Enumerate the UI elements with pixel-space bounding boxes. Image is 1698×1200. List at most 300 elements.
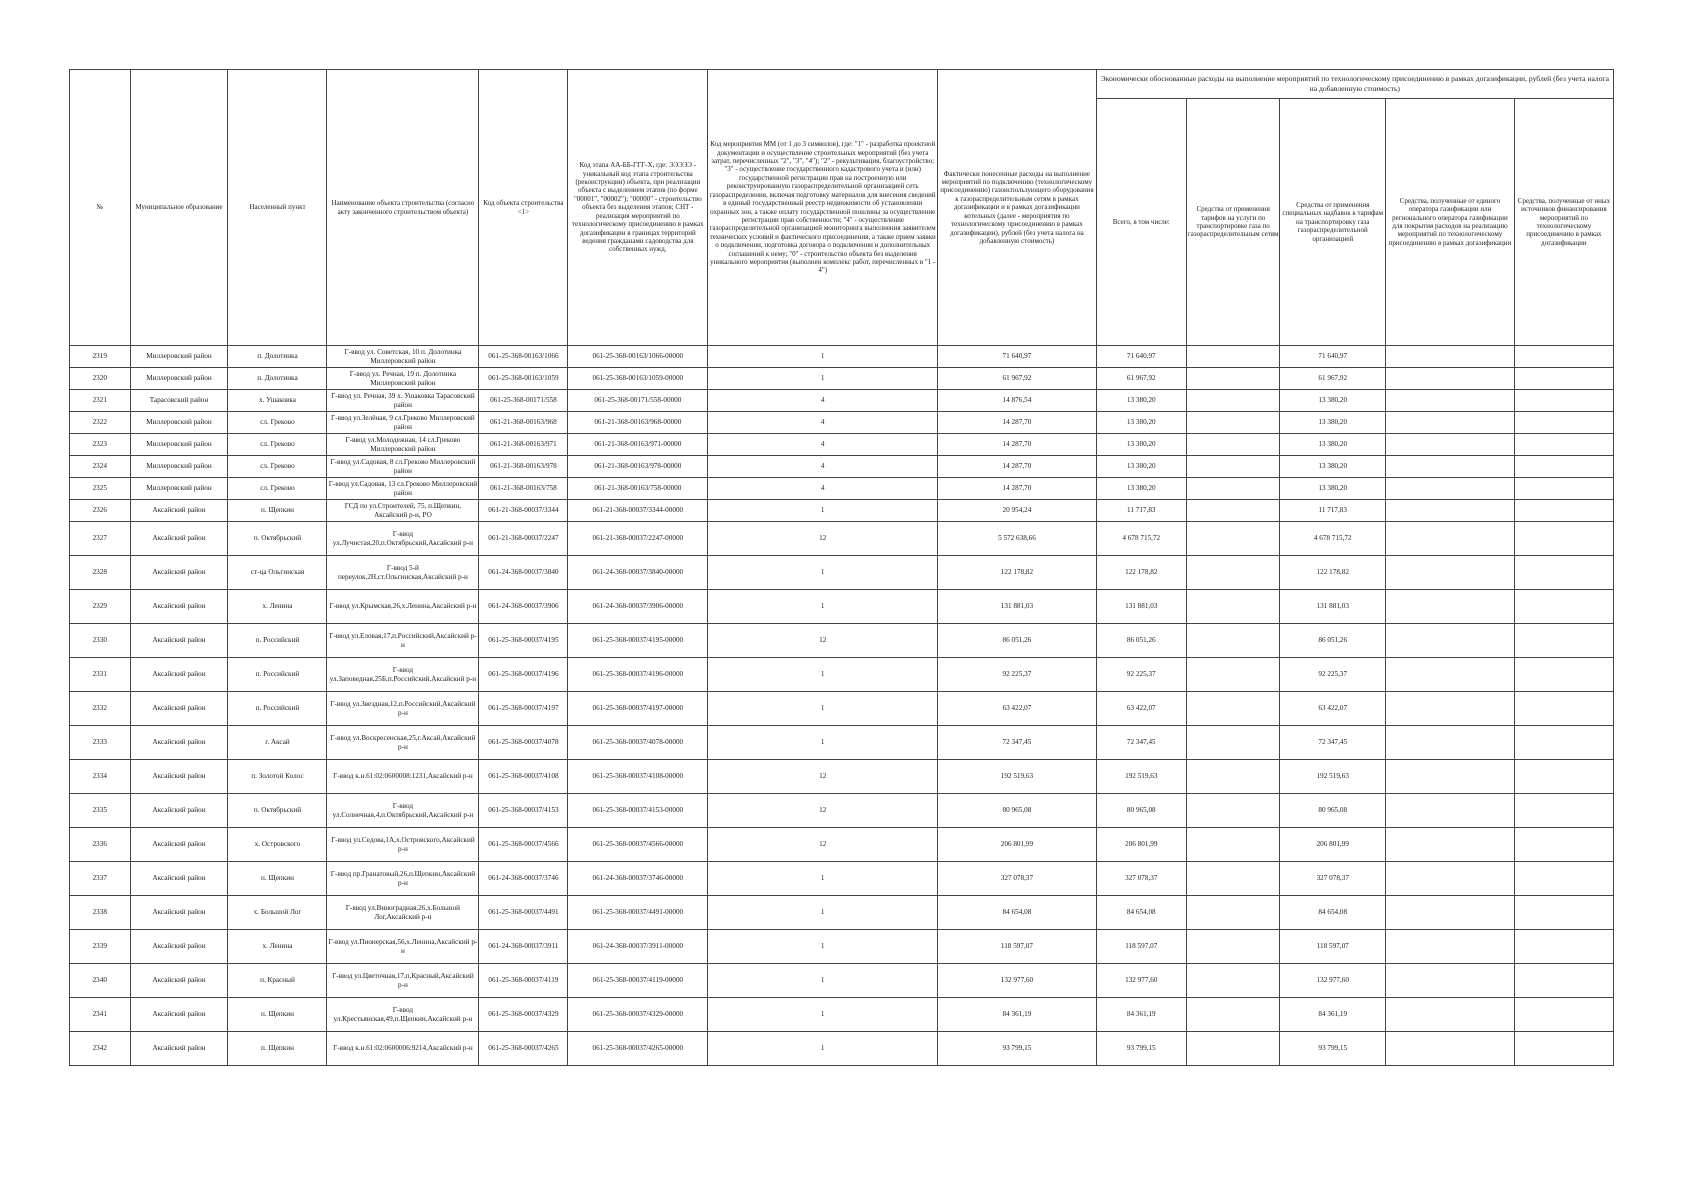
total-cell: 86 051,26 (1096, 624, 1186, 658)
measure-code-cell: 1 (708, 1032, 938, 1066)
object-name-cell: Г-ввод ул.Солнечная,4,п.Октябрьский,Аксайский р-н (327, 794, 479, 828)
operator-funds-cell (1386, 998, 1515, 1032)
object-name-cell: Г-ввод ул. Речная, 19 п. Долотинка Миллеровский район (327, 368, 479, 390)
operator-funds-cell (1386, 794, 1515, 828)
table-row (70, 726, 1614, 760)
surcharge-funds-cell: 63 422,07 (1280, 692, 1386, 726)
surcharge-funds-cell: 84 361,19 (1280, 998, 1386, 1032)
measure-code-cell: 1 (708, 346, 938, 368)
stage-code-cell: 061-25-368-00037/4119-00000 (568, 964, 708, 998)
operator-funds-cell (1386, 434, 1515, 456)
settlement-cell: х. Большой Лог (228, 896, 327, 930)
settlement-cell: ст-ца Ольгинская (228, 556, 327, 590)
actual-costs-cell: 14 287,70 (938, 434, 1096, 456)
total-cell: 84 654,08 (1096, 896, 1186, 930)
operator-funds-cell (1386, 964, 1515, 998)
stage-code-cell: 061-25-368-00037/4197-00000 (568, 692, 708, 726)
operator-funds-cell (1386, 862, 1515, 896)
total-cell: 206 801,99 (1096, 828, 1186, 862)
operator-funds-cell (1386, 556, 1515, 590)
row-number: 2324 (70, 456, 131, 478)
header-municipality: Муниципальное образование (130, 70, 228, 346)
object-code-cell: 061-25-368-00037/4197 (479, 692, 568, 726)
actual-costs-cell: 327 078,37 (938, 862, 1096, 896)
settlement-cell: п. Октябрьский (228, 794, 327, 828)
object-code-cell: 061-25-368-00037/4491 (479, 896, 568, 930)
measure-code-cell: 1 (708, 556, 938, 590)
municipality-cell: Миллеровский район (130, 412, 228, 434)
tariff-funds-cell (1186, 500, 1280, 522)
header-object-name: Наименование объекта строительства (согласно акту законченного строительством объекта) (327, 70, 479, 346)
header-object-code: Код объекта строительства <1> (479, 70, 568, 346)
measure-code-cell: 12 (708, 828, 938, 862)
object-name-cell: Г-ввод ул.Крымская,26,х.Ленина,Аксайский р-н (327, 590, 479, 624)
table-row (70, 434, 1614, 456)
object-code-cell: 061-21-368-00163/758 (479, 478, 568, 500)
row-number: 2331 (70, 658, 131, 692)
object-name-cell: Г-ввод ул.Молодежная, 14 сл.Греково Миллеровский район (327, 434, 479, 456)
operator-funds-cell (1386, 346, 1515, 368)
operator-funds-cell (1386, 930, 1515, 964)
tariff-funds-cell (1186, 478, 1280, 500)
municipality-cell: Миллеровский район (130, 346, 228, 368)
stage-code-cell: 061-25-368-00037/4196-00000 (568, 658, 708, 692)
other-funds-cell (1514, 500, 1613, 522)
other-funds-cell (1514, 522, 1613, 556)
object-code-cell: 061-25-368-00037/4108 (479, 760, 568, 794)
municipality-cell: Аксайский район (130, 658, 228, 692)
actual-costs-cell: 71 640,97 (938, 346, 1096, 368)
settlement-cell: п. Щепкин (228, 500, 327, 522)
actual-costs-cell: 132 977,60 (938, 964, 1096, 998)
measure-code-cell: 1 (708, 964, 938, 998)
object-code-cell: 061-25-368-00163/1066 (479, 346, 568, 368)
table-row (70, 760, 1614, 794)
total-cell: 13 380,20 (1096, 412, 1186, 434)
row-number: 2319 (70, 346, 131, 368)
measure-code-cell: 1 (708, 896, 938, 930)
surcharge-funds-cell: 192 519,63 (1280, 760, 1386, 794)
actual-costs-cell: 14 876,54 (938, 390, 1096, 412)
total-cell: 92 225,37 (1096, 658, 1186, 692)
object-code-cell: 061-25-368-00037/4329 (479, 998, 568, 1032)
settlement-cell: п. Российский (228, 624, 327, 658)
settlement-cell: х. Ушаковка (228, 390, 327, 412)
municipality-cell: Аксайский район (130, 896, 228, 930)
measure-code-cell: 1 (708, 590, 938, 624)
header-surcharge-funds: Средства от применения специальных надбавок к тарифам на транспортировку газа газораспределительной организацией (1280, 99, 1386, 346)
operator-funds-cell (1386, 390, 1515, 412)
settlement-cell: п. Российский (228, 692, 327, 726)
operator-funds-cell (1386, 590, 1515, 624)
tariff-funds-cell (1186, 412, 1280, 434)
operator-funds-cell (1386, 412, 1515, 434)
object-code-cell: 061-24-368-00037/3911 (479, 930, 568, 964)
header-measure-code: Код мероприятия ММ (от 1 до 3 символов), где: "1" - разработка проектной документации и осуществление строительных мероприятий (без учета затрат, перечисленных "2", "3", "4"); "2" - рекультивация, благоустройство; "3" - осуществление государственного кадастрового учета и (или) государственной регистрации прав на построенную или реконструированную газораспределительной организацией сеть газораспределения, включая подготовку материалов для внесения сведений в единый государственный реестр недвижимости об установлении охранных зон, а также оплату государственной пошлины за осуществление регистрации прав собственности; "4" - осуществление газораспределительной организацией мониторинга выполнения заявителем технических условий и фактического присоединения, а также прием заявки о подключении, подготовка договора о подключении и дополнительных соглашений к нему; "0" - строительство объекта без выделения уникального мероприятия (выполнен комплекс работ, перечисленных в "1 - 4") (708, 70, 938, 346)
actual-costs-cell: 93 799,15 (938, 1032, 1096, 1066)
measure-code-cell: 12 (708, 794, 938, 828)
tariff-funds-cell (1186, 346, 1280, 368)
operator-funds-cell (1386, 658, 1515, 692)
other-funds-cell (1514, 556, 1613, 590)
object-name-cell: Г-ввод к.н.61:02:0600008:1231,Аксайский р-н (327, 760, 479, 794)
other-funds-cell (1514, 456, 1613, 478)
actual-costs-cell: 86 051,26 (938, 624, 1096, 658)
surcharge-funds-cell: 118 597,07 (1280, 930, 1386, 964)
table-row (70, 828, 1614, 862)
object-code-cell: 061-25-368-00037/4195 (479, 624, 568, 658)
header-operator-funds: Средства, полученные от единого оператора газификации или регионального оператора газификации для покрытия расходов на реализацию мероприятий по технологическому присоединению в рамках догазификации (1386, 99, 1515, 346)
object-name-cell: Г-ввод пр.Гранатовый,26,п.Щепкин,Аксайский р-н (327, 862, 479, 896)
other-funds-cell (1514, 760, 1613, 794)
table-row (70, 692, 1614, 726)
stage-code-cell: 061-25-368-00163/1059-00000 (568, 368, 708, 390)
stage-code-cell: 061-25-368-00037/4491-00000 (568, 896, 708, 930)
tariff-funds-cell (1186, 522, 1280, 556)
other-funds-cell (1514, 412, 1613, 434)
actual-costs-cell: 20 954,24 (938, 500, 1096, 522)
settlement-cell: п. Золотой Колос (228, 760, 327, 794)
surcharge-funds-cell: 327 078,37 (1280, 862, 1386, 896)
other-funds-cell (1514, 390, 1613, 412)
object-code-cell: 061-21-368-00163/978 (479, 456, 568, 478)
measure-code-cell: 4 (708, 456, 938, 478)
actual-costs-cell: 92 225,37 (938, 658, 1096, 692)
stage-code-cell: 061-25-368-00171/558-00000 (568, 390, 708, 412)
table-row (70, 346, 1614, 368)
actual-costs-cell: 72 347,45 (938, 726, 1096, 760)
object-code-cell: 061-25-368-00037/4265 (479, 1032, 568, 1066)
measure-code-cell: 4 (708, 412, 938, 434)
other-funds-cell (1514, 862, 1613, 896)
actual-costs-cell: 84 361,19 (938, 998, 1096, 1032)
row-number: 2332 (70, 692, 131, 726)
actual-costs-cell: 206 801,99 (938, 828, 1096, 862)
other-funds-cell (1514, 478, 1613, 500)
measure-code-cell: 4 (708, 390, 938, 412)
settlement-cell: п. Октябрьский (228, 522, 327, 556)
measure-code-cell: 1 (708, 368, 938, 390)
municipality-cell: Аксайский район (130, 760, 228, 794)
total-cell: 192 519,63 (1096, 760, 1186, 794)
total-cell: 11 717,83 (1096, 500, 1186, 522)
object-code-cell: 061-24-368-00037/3840 (479, 556, 568, 590)
header-settlement: Населенный пункт (228, 70, 327, 346)
total-cell: 13 380,20 (1096, 456, 1186, 478)
municipality-cell: Миллеровский район (130, 434, 228, 456)
municipality-cell: Аксайский район (130, 624, 228, 658)
tariff-funds-cell (1186, 434, 1280, 456)
tariff-funds-cell (1186, 590, 1280, 624)
actual-costs-cell: 63 422,07 (938, 692, 1096, 726)
operator-funds-cell (1386, 760, 1515, 794)
total-cell: 80 965,08 (1096, 794, 1186, 828)
settlement-cell: х. Островского (228, 828, 327, 862)
row-number: 2336 (70, 828, 131, 862)
header-other-funds: Средства, полученные от иных источников финансирования мероприятий по технологическому присоединению в рамках догазификации (1514, 99, 1613, 346)
tariff-funds-cell (1186, 726, 1280, 760)
municipality-cell: Миллеровский район (130, 368, 228, 390)
object-name-cell: Г-ввод к.н.61:02:0600006:9214,Аксайский р-н (327, 1032, 479, 1066)
municipality-cell: Аксайский район (130, 726, 228, 760)
tariff-funds-cell (1186, 658, 1280, 692)
total-cell: 132 977,60 (1096, 964, 1186, 998)
tariff-funds-cell (1186, 368, 1280, 390)
settlement-cell: п. Щепкин (228, 1032, 327, 1066)
object-name-cell: Г-ввод ул. Речная, 39 х. Ушаковка Тарасовский район (327, 390, 479, 412)
tariff-funds-cell (1186, 794, 1280, 828)
total-cell: 63 422,07 (1096, 692, 1186, 726)
object-name-cell: Г-ввод ул.Звездная,12,п.Российский,Аксайский р-н (327, 692, 479, 726)
row-number: 2337 (70, 862, 131, 896)
tariff-funds-cell (1186, 998, 1280, 1032)
settlement-cell: х. Ленина (228, 590, 327, 624)
municipality-cell: Аксайский район (130, 998, 228, 1032)
tariff-funds-cell (1186, 896, 1280, 930)
object-code-cell: 061-25-368-00037/4078 (479, 726, 568, 760)
tariff-funds-cell (1186, 828, 1280, 862)
object-name-cell: Г-ввод ул.Зелёная, 9 сл.Греково Миллеровский район (327, 412, 479, 434)
row-number: 2322 (70, 412, 131, 434)
row-number: 2339 (70, 930, 131, 964)
actual-costs-cell: 14 287,70 (938, 478, 1096, 500)
settlement-cell: г. Аксай (228, 726, 327, 760)
settlement-cell: сл. Греково (228, 456, 327, 478)
municipality-cell: Аксайский район (130, 522, 228, 556)
surcharge-funds-cell: 61 967,92 (1280, 368, 1386, 390)
header-total: Всего, в том числе: (1096, 99, 1186, 346)
stage-code-cell: 061-25-368-00037/4153-00000 (568, 794, 708, 828)
table-row (70, 456, 1614, 478)
row-number: 2330 (70, 624, 131, 658)
table-row (70, 590, 1614, 624)
row-number: 2340 (70, 964, 131, 998)
measure-code-cell: 1 (708, 726, 938, 760)
municipality-cell: Тарасовский район (130, 390, 228, 412)
settlement-cell: п. Щепкин (228, 862, 327, 896)
object-name-cell: Г-ввод 5-й переулок,2Н,ст.Ольгинская,Аксайский р-н (327, 556, 479, 590)
municipality-cell: Аксайский район (130, 1032, 228, 1066)
stage-code-cell: 061-24-368-00037/3746-00000 (568, 862, 708, 896)
measure-code-cell: 1 (708, 998, 938, 1032)
actual-costs-cell: 14 287,70 (938, 456, 1096, 478)
object-code-cell: 061-25-368-00163/1059 (479, 368, 568, 390)
stage-code-cell: 061-21-368-00163/978-00000 (568, 456, 708, 478)
operator-funds-cell (1386, 692, 1515, 726)
object-name-cell: Г-ввод ул.Воскресенская,25,г.Аксай,Аксайский р-н (327, 726, 479, 760)
object-code-cell: 061-25-368-00037/4119 (479, 964, 568, 998)
object-code-cell: 061-25-368-00171/558 (479, 390, 568, 412)
object-name-cell: Г-ввод ул.Крестьянская,49,п.Щепкин,Аксайский р-н (327, 998, 479, 1032)
total-cell: 13 380,20 (1096, 478, 1186, 500)
municipality-cell: Аксайский район (130, 692, 228, 726)
table-row (70, 556, 1614, 590)
surcharge-funds-cell: 131 881,03 (1280, 590, 1386, 624)
surcharge-funds-cell: 13 380,20 (1280, 412, 1386, 434)
measure-code-cell: 1 (708, 658, 938, 692)
object-name-cell: Г-ввод ул.Седова,1А,х.Островского,Аксайский р-н (327, 828, 479, 862)
operator-funds-cell (1386, 1032, 1515, 1066)
tariff-funds-cell (1186, 760, 1280, 794)
municipality-cell: Миллеровский район (130, 478, 228, 500)
other-funds-cell (1514, 998, 1613, 1032)
object-code-cell: 061-24-368-00037/3746 (479, 862, 568, 896)
surcharge-funds-cell: 92 225,37 (1280, 658, 1386, 692)
municipality-cell: Аксайский район (130, 500, 228, 522)
row-number: 2328 (70, 556, 131, 590)
header-num: № (70, 70, 131, 346)
table-row (70, 368, 1614, 390)
stage-code-cell: 061-25-368-00037/4108-00000 (568, 760, 708, 794)
row-number: 2334 (70, 760, 131, 794)
object-name-cell: Г-ввод ул.Лучистая,20,п.Октябрьский,Аксайский р-н (327, 522, 479, 556)
table-row (70, 658, 1614, 692)
row-number: 2338 (70, 896, 131, 930)
object-code-cell: 061-21-368-00163/971 (479, 434, 568, 456)
settlement-cell: п. Российский (228, 658, 327, 692)
operator-funds-cell (1386, 368, 1515, 390)
measure-code-cell: 1 (708, 862, 938, 896)
settlement-cell: п. Красный (228, 964, 327, 998)
surcharge-funds-cell: 13 380,20 (1280, 434, 1386, 456)
surcharge-funds-cell: 93 799,15 (1280, 1032, 1386, 1066)
row-number: 2325 (70, 478, 131, 500)
tariff-funds-cell (1186, 390, 1280, 412)
other-funds-cell (1514, 794, 1613, 828)
municipality-cell: Аксайский район (130, 964, 228, 998)
table-row (70, 998, 1614, 1032)
object-name-cell: Г-ввод ул.Заповедная,25Б,п.Российский,Аксайский р-н (327, 658, 479, 692)
table-row (70, 1032, 1614, 1066)
municipality-cell: Аксайский район (130, 556, 228, 590)
measure-code-cell: 12 (708, 624, 938, 658)
settlement-cell: п. Долотинка (228, 368, 327, 390)
total-cell: 13 380,20 (1096, 390, 1186, 412)
operator-funds-cell (1386, 522, 1515, 556)
actual-costs-cell: 61 967,92 (938, 368, 1096, 390)
object-name-cell: Г-ввод ул.Пионерская,56,х.Ленина,Аксайский р-н (327, 930, 479, 964)
stage-code-cell: 061-21-368-00163/971-00000 (568, 434, 708, 456)
other-funds-cell (1514, 590, 1613, 624)
other-funds-cell (1514, 434, 1613, 456)
total-cell: 122 178,82 (1096, 556, 1186, 590)
object-code-cell: 061-24-368-00037/3906 (479, 590, 568, 624)
header-tariff-funds: Средства от применения тарифов на услуги по транспортировке газа по газораспределительным сетям (1186, 99, 1280, 346)
header-economic-costs-group: Экономически обоснованные расходы на выполнение мероприятий по технологическому присоединению в рамках догазификации, рублей (без учета налога на добавленную стоимость) (1096, 70, 1613, 99)
measure-code-cell: 12 (708, 760, 938, 794)
document-sheet (69, 69, 1614, 1066)
stage-code-cell: 061-25-368-00037/4078-00000 (568, 726, 708, 760)
row-number: 2327 (70, 522, 131, 556)
other-funds-cell (1514, 896, 1613, 930)
object-name-cell: Г-ввод ул.Садовая, 13 сл.Греково Миллеровский район (327, 478, 479, 500)
tariff-funds-cell (1186, 964, 1280, 998)
other-funds-cell (1514, 368, 1613, 390)
stage-code-cell: 061-25-368-00163/1066-00000 (568, 346, 708, 368)
object-code-cell: 061-21-368-00037/2247 (479, 522, 568, 556)
header-actual-costs: Фактически понесенные расходы на выполнение мероприятий по подключению (технологическому присоединению) газоиспользующего оборудования к газораспределительным сетям в рамках догазификации и в рамках догазификации котельных (далее - мероприятия по технологическому присоединению в рамках догазификации), рублей (без учета налога на добавленную стоимость) (938, 70, 1096, 346)
table-row (70, 930, 1614, 964)
table-row (70, 624, 1614, 658)
object-name-cell: Г-ввод ул.Цветочная,17,п.Красный,Аксайский р-н (327, 964, 479, 998)
total-cell: 61 967,92 (1096, 368, 1186, 390)
object-code-cell: 061-25-368-00037/4153 (479, 794, 568, 828)
table-row (70, 390, 1614, 412)
municipality-cell: Аксайский район (130, 590, 228, 624)
row-number: 2320 (70, 368, 131, 390)
other-funds-cell (1514, 692, 1613, 726)
object-name-cell: ГСД по ул.Строителей, 75, п.Щепкин, Аксайский р-н, РО (327, 500, 479, 522)
other-funds-cell (1514, 726, 1613, 760)
municipality-cell: Аксайский район (130, 828, 228, 862)
table-row (70, 412, 1614, 434)
surcharge-funds-cell: 206 801,99 (1280, 828, 1386, 862)
measure-code-cell: 12 (708, 522, 938, 556)
row-number: 2341 (70, 998, 131, 1032)
table-row (70, 478, 1614, 500)
tariff-funds-cell (1186, 692, 1280, 726)
stage-code-cell: 061-25-368-00037/4195-00000 (568, 624, 708, 658)
object-name-cell: Г-ввод ул. Советская, 10 п. Долотинка Миллеровский район (327, 346, 479, 368)
settlement-cell: х. Ленина (228, 930, 327, 964)
operator-funds-cell (1386, 896, 1515, 930)
object-name-cell: Г-ввод ул.Садовая, 8 сл.Греково Миллеровский район (327, 456, 479, 478)
total-cell: 131 881,03 (1096, 590, 1186, 624)
surcharge-funds-cell: 72 347,45 (1280, 726, 1386, 760)
operator-funds-cell (1386, 624, 1515, 658)
object-code-cell: 061-21-368-00163/968 (479, 412, 568, 434)
surcharge-funds-cell: 132 977,60 (1280, 964, 1386, 998)
measure-code-cell: 4 (708, 478, 938, 500)
tariff-funds-cell (1186, 624, 1280, 658)
surcharge-funds-cell: 11 717,83 (1280, 500, 1386, 522)
total-cell: 13 380,20 (1096, 434, 1186, 456)
operator-funds-cell (1386, 478, 1515, 500)
settlement-cell: сл. Греково (228, 434, 327, 456)
tariff-funds-cell (1186, 556, 1280, 590)
table-row (70, 896, 1614, 930)
stage-code-cell: 061-21-368-00037/2247-00000 (568, 522, 708, 556)
municipality-cell: Аксайский район (130, 930, 228, 964)
operator-funds-cell (1386, 456, 1515, 478)
actual-costs-cell: 118 597,07 (938, 930, 1096, 964)
actual-costs-cell: 80 965,08 (938, 794, 1096, 828)
tariff-funds-cell (1186, 930, 1280, 964)
measure-code-cell: 4 (708, 434, 938, 456)
stage-code-cell: 061-25-368-00037/4566-00000 (568, 828, 708, 862)
table-row (70, 862, 1614, 896)
header-stage-code: Код этапа АА-ББ-ГГГ-Х, где: ЭЭЭЭЭ - уникальный код этапа строительства (реконструкции) объекта, при реализации объекта с выделением этапов (по форме "00001", "00002"); "00000" - строительство объекта без выделения этапов; СНТ - реализация мероприятий по технологическому присоединению в рамках догазификации в границах территорий ведения гражданами садоводства для собственных нужд. (568, 70, 708, 346)
row-number: 2323 (70, 434, 131, 456)
stage-code-cell: 061-25-368-00037/4265-00000 (568, 1032, 708, 1066)
row-number: 2335 (70, 794, 131, 828)
stage-code-cell: 061-24-368-00037/3840-00000 (568, 556, 708, 590)
object-code-cell: 061-25-368-00037/4196 (479, 658, 568, 692)
object-code-cell: 061-25-368-00037/4566 (479, 828, 568, 862)
actual-costs-cell: 131 881,03 (938, 590, 1096, 624)
total-cell: 93 799,15 (1096, 1032, 1186, 1066)
total-cell: 4 678 715,72 (1096, 522, 1186, 556)
tariff-funds-cell (1186, 456, 1280, 478)
other-funds-cell (1514, 828, 1613, 862)
surcharge-funds-cell: 13 380,20 (1280, 478, 1386, 500)
settlement-cell: п. Щепкин (228, 998, 327, 1032)
object-name-cell: Г-ввод ул.Виноградная,26,х.Большой Лог,Аксайский р-н (327, 896, 479, 930)
actual-costs-cell: 5 572 638,66 (938, 522, 1096, 556)
tariff-funds-cell (1186, 862, 1280, 896)
other-funds-cell (1514, 658, 1613, 692)
gasification-costs-table (69, 69, 1614, 1066)
